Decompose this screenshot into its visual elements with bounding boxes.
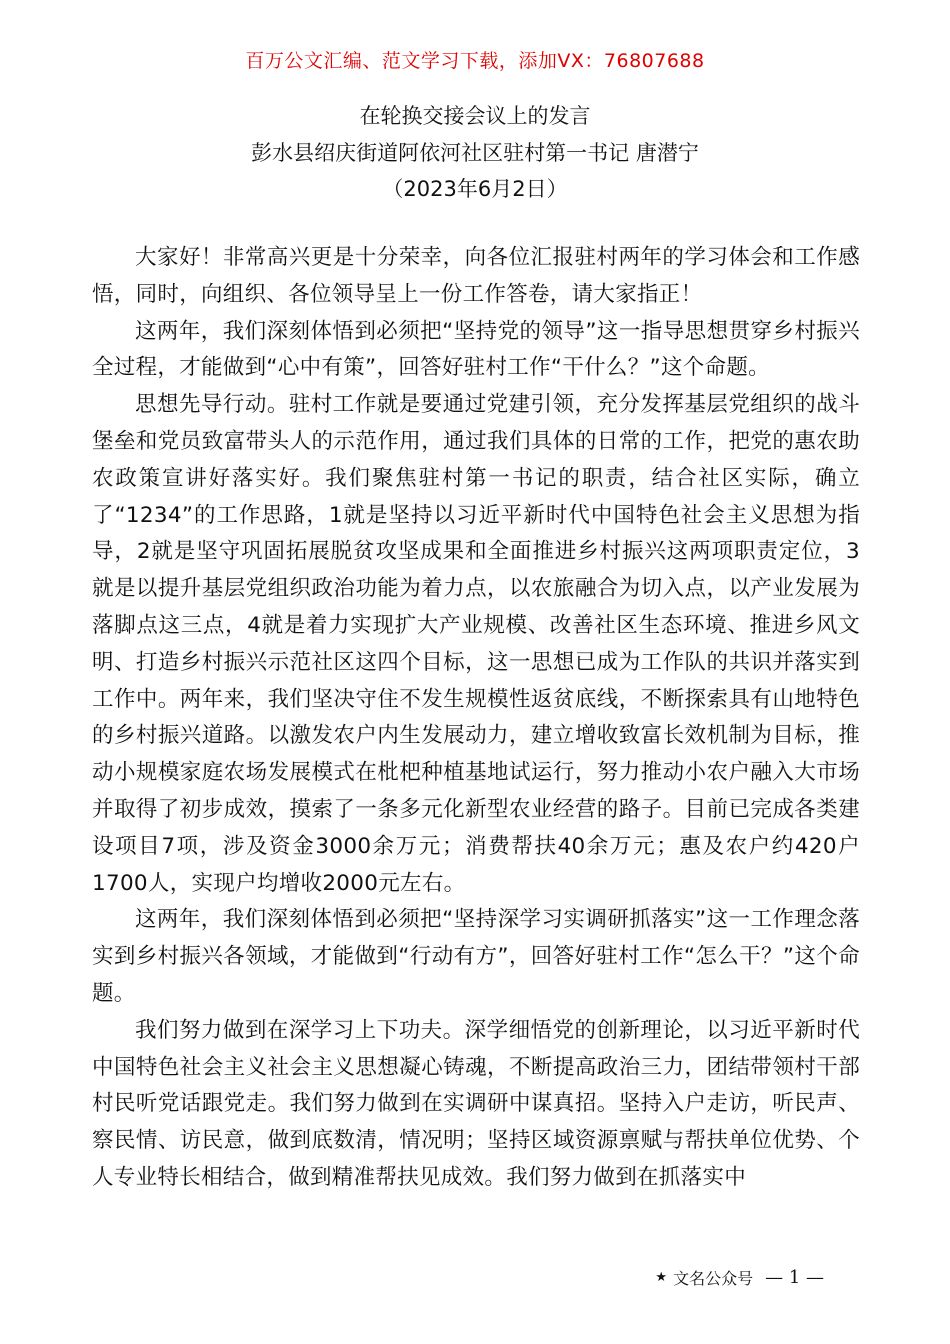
page-footer [655,1266,824,1289]
paragraph: 思想先导行动。驻村工作就是要通过党建引领，充分发挥基层党组织的战斗堡垒和党员致富带头人的示范作用，通过我们具体的日常的工作，把党的惠农助农政策宣讲好落实好。我们聚焦驻村第一书记的职责，结合社区实际，确立了“1234”的工作思路，1就是坚持以习近平新时代中国特色社会主义思想为指导，2就是坚守巩固拓展脱贫攻坚成果和全面推进乡村振兴这两项职责定位，3就是以提升基层党组织政治功能为着力点，以农旅融合为切入点，以产业发展为落脚点这三点，4就是着力实现扩大产业规模、改善社区生态环境、推进乡风文明、打造乡村振兴示范社区这四个目标，这一思想已成为工作队的共识并落实到工作中。两年来，我们坚决守住不发生规模性返贫底线，不断探索具有山地特色的乡村振兴道路。以激发农户内生发展动力，建立增收致富长效机制为目标，推动小规模家庭农场发展模式在枇杷种植基地试运行，努力推动小农户融入大市场并取得了初步成效，摸索了一条多元化新型农业经营的路子。目前已完成各类建设项目7项，涉及资金3000余万元；消费帮扶40余万元；惠及农户约420户1700人，实现户均增收2000元左右。 [92,392,860,896]
paragraph: 这两年，我们深刻体悟到必须把“坚持党的领导”这一指导思想贯穿乡村振兴全过程，才能做到“心中有策”，回答好驻村工作“干什么？”这个命题。 [92,318,860,381]
speech-title: 在轮换交接会议上的发言 [359,104,591,128]
date-line: （2023年6月2日） [382,177,568,201]
speech-body [92,240,860,1197]
footer-label: 文名公众号 [673,1269,754,1288]
page-number: — 1 — [765,1267,824,1288]
author-line: 彭水县绍庆街道阿依河社区驻村第一书记 唐潜宁 [251,141,699,165]
download-banner: 百万公文汇编、范文学习下载，添加VX：76807688 [245,50,705,72]
paragraph: 这两年，我们深刻体悟到必须把“坚持深学习实调研抓落实”这一工作理念落实到乡村振兴各领域，才能做到“行动有方”，回答好驻村工作“怎么干？”这个命题。 [92,907,860,1006]
star-icon: ★ [655,1270,668,1285]
paragraph: 大家好！非常高兴更是十分荣幸，向各位汇报驻村两年的学习体会和工作感悟，同时，向组织、各位领导呈上一份工作答卷，请大家指正！ [92,245,860,307]
paragraph: 我们努力做到在深学习上下功夫。深学细悟党的创新理论，以习近平新时代中国特色社会主义社会主义思想凝心铸魂，不断提高政治三力，团结带领村干部村民听党话跟党走。我们努力做到在实调研中谋真招。坚持入户走访，听民声、察民情、访民意，做到底数清，情况明；坚持区域资源禀赋与帮扶单位优势、个人专业特长相结合，做到精准帮扶见成效。我们努力做到在抓落实中 [92,1017,860,1190]
